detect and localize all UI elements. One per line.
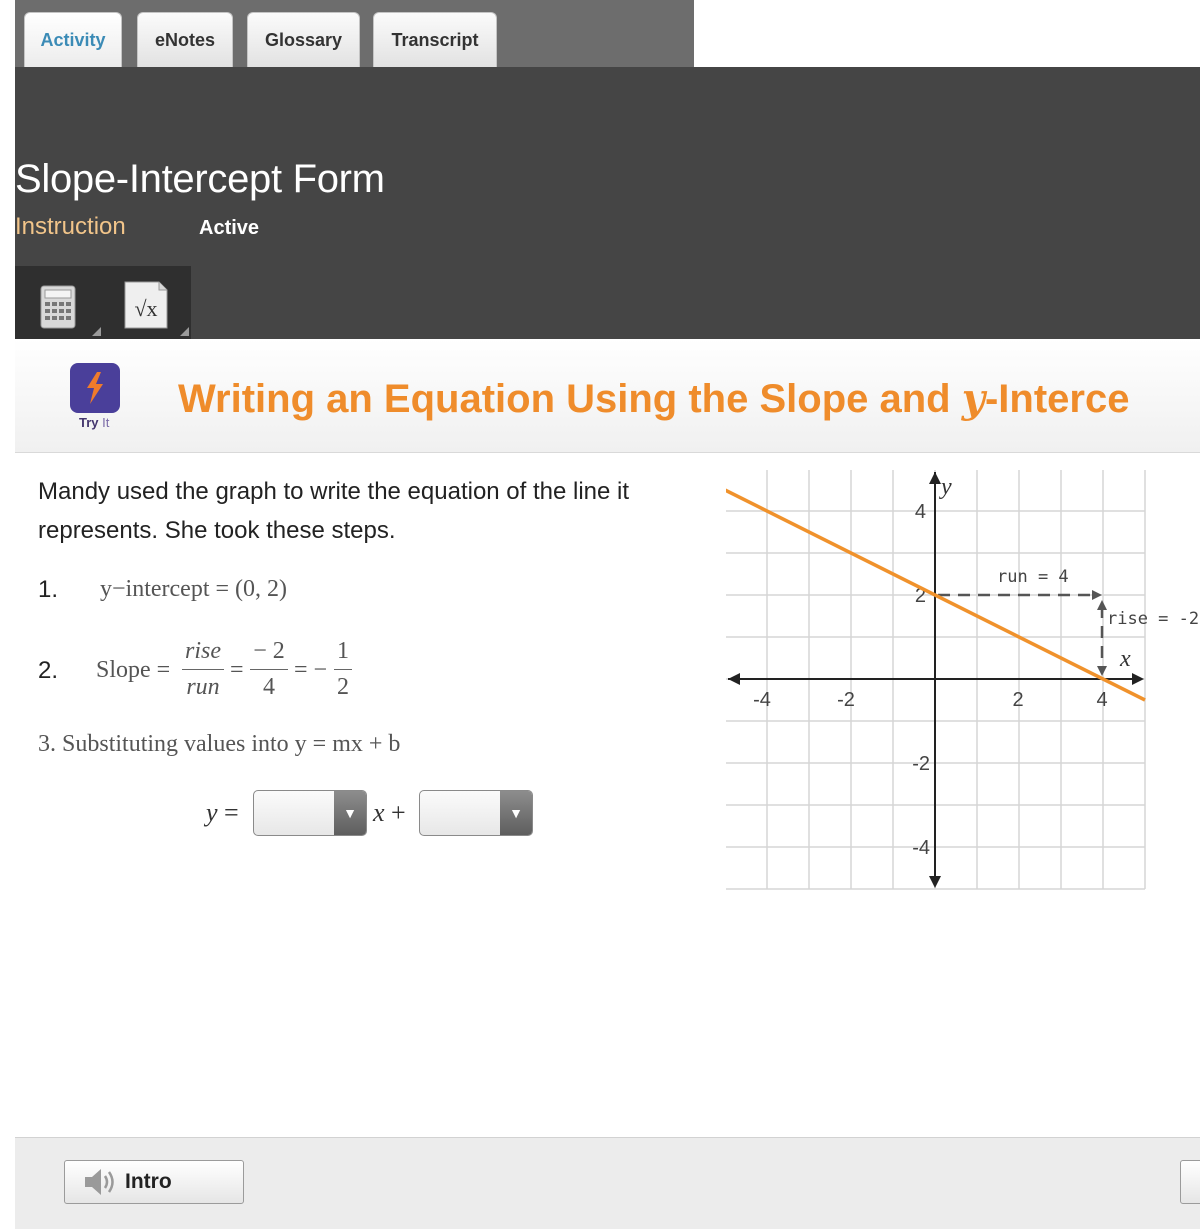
x-tick-label: 4 <box>1096 689 1108 711</box>
equals-negative: = − <box>294 657 328 683</box>
lesson-header <box>15 67 1200 339</box>
intro-audio-button[interactable] <box>64 1160 244 1204</box>
fraction-1-over-2: 1 2 <box>334 638 352 701</box>
y-axis-up-arrow <box>929 472 941 484</box>
rise-arrow-down-icon <box>1097 666 1107 676</box>
tab-activity[interactable]: Activity <box>24 12 122 67</box>
rise-label: rise = -2 <box>1107 609 1200 629</box>
x-axis-left-arrow <box>728 673 740 685</box>
intro-label: Intro <box>125 1170 172 1193</box>
equation-lhs: y = <box>206 798 239 827</box>
dropdown-arrow-icon: ▼ <box>500 791 532 835</box>
page-title: Slope-Intercept Form <box>15 157 385 201</box>
lesson-mode-label: Instruction <box>15 213 126 240</box>
problem-prompt: Mandy used the graph to write the equation of the line it represents. She took these steps. <box>38 478 630 544</box>
tool-menu-corner <box>92 327 101 336</box>
next-button[interactable] <box>1180 1160 1200 1204</box>
slope-dropdown[interactable] <box>253 790 367 836</box>
step-1-number: 1. <box>38 576 59 603</box>
y-tick-label: -4 <box>912 837 930 859</box>
equation-mid: x + <box>373 798 406 827</box>
calculator-icon <box>15 276 101 336</box>
fraction-neg2-over-4: − 2 4 <box>250 638 288 701</box>
step-2-number: 2. <box>38 657 59 684</box>
tab-glossary[interactable]: Glossary <box>247 12 360 67</box>
step-3-text: 3. Substituting values into y = mx + b <box>38 731 401 757</box>
section-title: Writing an Equation Using the Slope and y-Interce <box>178 375 1130 422</box>
dropdown-arrow-icon: ▼ <box>334 791 366 835</box>
try-it-badge <box>70 363 120 413</box>
y-tick-label: 2 <box>914 585 926 607</box>
tab-bar <box>15 0 694 68</box>
y-tick-label: 4 <box>914 501 926 523</box>
step-2-lead: Slope = <box>96 657 171 683</box>
x-axis-label: x <box>1120 646 1131 672</box>
tab-transcript[interactable]: Transcript <box>373 12 497 67</box>
formula-button[interactable] <box>103 276 189 336</box>
calculator-button[interactable] <box>15 276 101 336</box>
x-axis-right-arrow <box>1132 673 1144 685</box>
square-root-icon <box>103 276 189 336</box>
run-label: run = 4 <box>997 567 1069 587</box>
svg-text:√x: √x <box>134 296 158 321</box>
y-axis-label: y <box>941 474 952 500</box>
intercept-dropdown[interactable] <box>419 790 533 836</box>
footer-bar <box>15 1137 1200 1229</box>
section-header <box>15 339 1200 453</box>
lightning-bolt-icon <box>82 371 108 405</box>
speaker-icon <box>83 1167 117 1197</box>
status-label: Active <box>199 217 260 239</box>
equals-sign: = <box>230 657 244 683</box>
x-tick-label: -2 <box>837 689 855 711</box>
coordinate-graph <box>726 470 1200 890</box>
try-it-label: Try It <box>79 415 110 430</box>
y-tick-label: -2 <box>912 753 930 775</box>
tool-palette <box>15 266 191 339</box>
rise-arrow-up-icon <box>1097 600 1107 610</box>
tab-enotes[interactable]: eNotes <box>137 12 233 67</box>
step-1-text: y−intercept = (0, 2) <box>100 576 288 602</box>
tool-menu-corner <box>180 327 189 336</box>
x-tick-label: -4 <box>753 689 771 711</box>
x-tick-label: 2 <box>1012 689 1024 711</box>
fraction-rise-over-run: rise run <box>182 638 224 701</box>
y-axis-down-arrow <box>929 876 941 888</box>
run-arrow-icon <box>1092 590 1102 600</box>
